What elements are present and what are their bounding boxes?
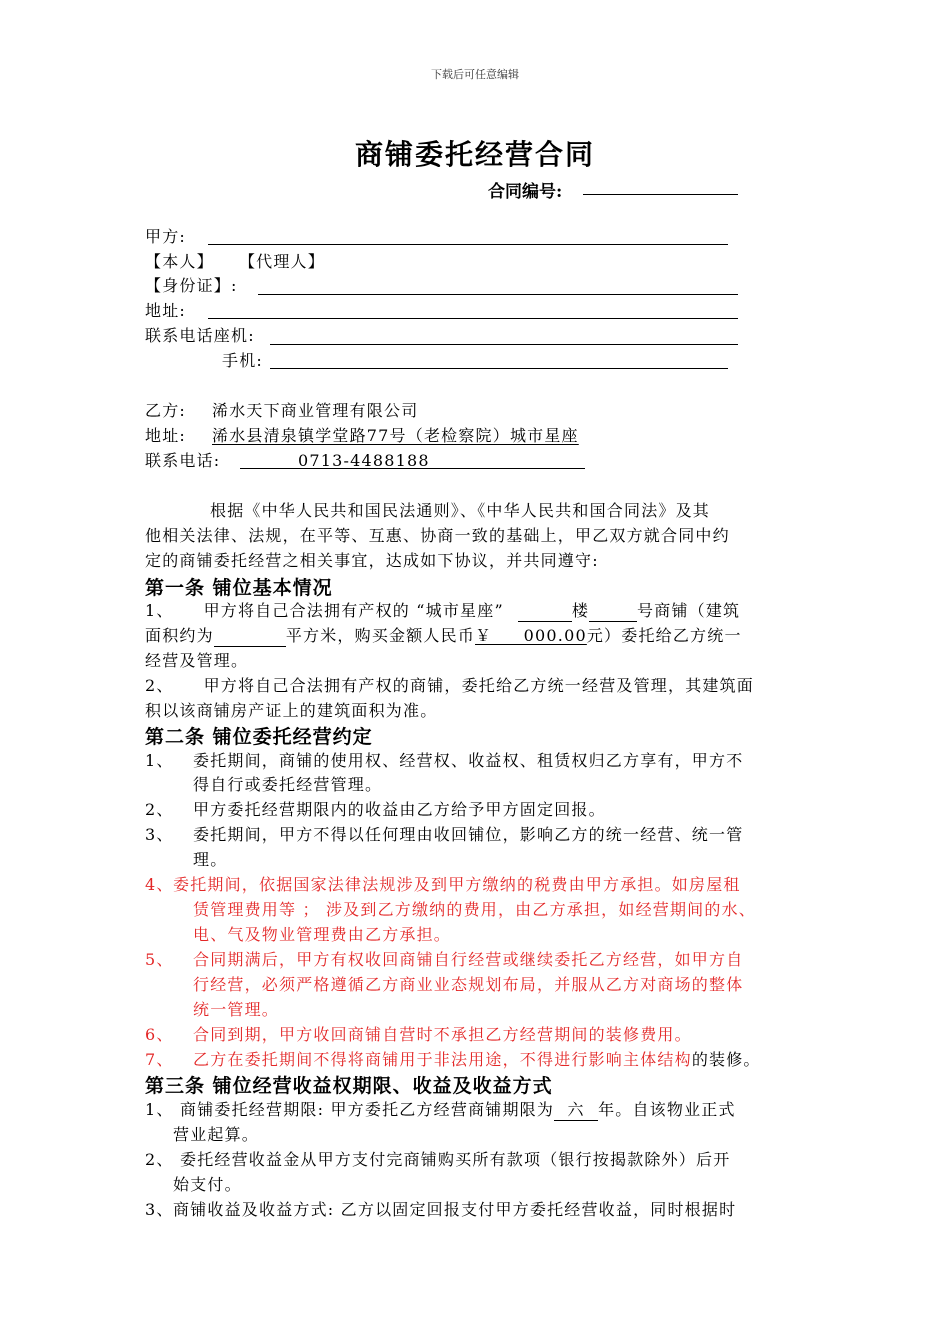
article-3-heading: 第三条 铺位经营收益权期限、收益及收益方式 (145, 1075, 553, 1097)
article-2-item-4-line-2: 赁管理费用等 ； 涉及到乙方缴纳的费用，由乙方承担，如经营期间的水、 (193, 900, 756, 919)
article-1-item-1-line-3: 经营及管理。 (145, 651, 249, 670)
article-3-item-2-num: 2、 (145, 1150, 174, 1169)
article-2-item-5-line-1: 合同期满后，甲方有权收回商铺自行经营或继续委托乙方经营，如甲方自 (193, 950, 744, 969)
party-b-address-label: 地址: (145, 426, 186, 445)
article-2-item-4-num: 4、 (145, 875, 174, 894)
article-2-item-1-line-2: 得自行或委托经营管理。 (193, 775, 383, 794)
article-1-item-2-num: 2、 (145, 676, 174, 695)
article-3-item-1-line-2: 营业起算。 (173, 1125, 260, 1144)
article-1-item-1-line-1 (145, 601, 740, 622)
party-a-label: 甲方: (145, 227, 186, 246)
document-title: 商铺委托经营合同 (354, 138, 595, 171)
article-1-item-2-text: 甲方将自己合法拥有产权的商铺，委托给乙方统一经营及管理，其建筑面 (203, 676, 754, 695)
party-b-name-label: 乙方: (145, 401, 186, 420)
article-2-item-4-line-1: 委托期间，依据国家法律法规涉及到甲方缴纳的税费由甲方承担。如房屋租 (173, 875, 741, 894)
article-1-item-1-text-e: 平方米，购买金额人民币 (285, 626, 476, 645)
party-b-name: 浠水天下商业管理有限公司 (212, 401, 419, 420)
purchase-amount: ￥ 000.00 (475, 626, 587, 645)
party-a-address-blank (208, 318, 738, 319)
article-2-item-7-num: 7、 (145, 1050, 174, 1069)
article-2-item-3-num: 3、 (145, 825, 174, 844)
article-2-item-1-num: 1、 (145, 751, 174, 770)
article-1-item-1-num: 1、 (145, 601, 174, 620)
preamble-line-1: 根据《中华人民共和国民法通则》、《中华人民共和国合同法》及其 (210, 501, 711, 520)
party-a-mobile-label: 手机: (222, 351, 263, 370)
building-blank (518, 601, 572, 622)
article-3-item-3-line-1: 商铺收益及收益方式: 乙方以固定回报支付甲方委托经营收益，同时根据时 (173, 1200, 737, 1219)
party-a-id-blank (258, 294, 738, 295)
article-3-item-1-text-a: 商铺委托经营期限: 甲方委托乙方经营商铺期限为 (180, 1100, 555, 1119)
article-2-item-5-line-2: 行经营，必须严格遵循乙方商业业态规划布局，并服从乙方对商场的整体 (193, 975, 744, 994)
party-a-landline-label: 联系电话座机: (145, 326, 255, 345)
article-3-item-3-num: 3、 (145, 1200, 174, 1219)
article-2-item-4-line-3: 电、气及物业管理费由乙方承担。 (193, 925, 452, 944)
article-2-item-5-line-3: 统一管理。 (193, 1000, 280, 1019)
article-3-item-2-line-1: 委托经营收益金从甲方支付完商铺购买所有款项（银行按揭款除外）后开 (180, 1150, 731, 1169)
article-1-item-1-text-b: 楼 (571, 601, 590, 620)
party-b-phone: 0713-4488188 (298, 451, 430, 470)
article-1-item-1-text-c: 号商铺（建筑 (637, 601, 741, 620)
preamble-line-3: 定的商铺委托经营之相关事宜，达成如下协议，并共同遵守: (145, 551, 599, 570)
article-1-item-1-text-d: 面积约为 (145, 626, 214, 645)
contract-number-label: 合同编号: (488, 182, 563, 202)
party-a-roles: 【本人】 【代理人】 (145, 252, 325, 271)
article-1-item-1-line-2 (145, 626, 742, 647)
article-3-item-1-text-b: 年。自该物业正式 (598, 1100, 736, 1119)
article-3-item-1-num: 1、 (145, 1100, 174, 1119)
preamble-line-2: 他相关法律、法规，在平等、互惠、协商一致的基础上，甲乙双方就合同中约 (145, 526, 730, 545)
party-b-phone-label: 联系电话: (145, 451, 221, 470)
article-2-item-7-line-1 (193, 1050, 761, 1070)
article-1-item-2-line-2: 积以该商铺房产证上的建筑面积为准。 (145, 701, 438, 720)
article-2-item-6-line-1: 合同到期，甲方收回商铺自营时不承担乙方经营期间的装修费用。 (193, 1025, 692, 1044)
article-2-item-2-line-1: 甲方委托经营期限内的收益由乙方给予甲方固定回报。 (193, 800, 606, 819)
article-2-item-2-num: 2、 (145, 800, 174, 819)
article-1-item-2-line-1 (145, 676, 754, 696)
article-2-item-5-num: 5、 (145, 950, 174, 969)
contract-number-blank (583, 194, 738, 195)
area-blank (214, 626, 286, 647)
article-2-item-1-line-1: 委托期间，商铺的使用权、经营权、收益权、租赁权归乙方享有，甲方不 (193, 751, 744, 770)
article-2-item-7-text-black: 的装修。 (691, 1050, 761, 1069)
party-a-blank (208, 244, 728, 245)
party-a-mobile-blank (270, 368, 728, 369)
party-a-address-label: 地址: (145, 301, 186, 320)
article-3-item-2-line-2: 始支付。 (173, 1175, 242, 1194)
article-2-item-3-line-1: 委托期间，甲方不得以任何理由收回铺位，影响乙方的统一经营、统一管 (193, 825, 744, 844)
party-b-address: 浠水县清泉镇学堂路77号（老检察院）城市星座 (212, 426, 579, 445)
article-2-item-7-text-red: 乙方在委托期间不得将商铺用于非法用途，不得进行影响主体结构 (193, 1050, 692, 1069)
term-years-value: 六 (554, 1100, 598, 1121)
article-1-heading: 第一条 铺位基本情况 (145, 577, 333, 599)
article-2-item-6-num: 6、 (145, 1025, 174, 1044)
header-note: 下载后可任意编辑 (431, 68, 519, 81)
party-a-landline-blank (270, 344, 738, 345)
article-2-item-3-line-2: 理。 (193, 850, 228, 869)
article-2-heading: 第二条 铺位委托经营约定 (145, 726, 373, 748)
article-1-item-1-text-f: 元）委托给乙方统一 (586, 626, 742, 645)
shop-number-blank (589, 601, 637, 622)
party-a-id-label: 【身份证】: (145, 276, 238, 295)
article-1-item-1-text-a: 甲方将自己合法拥有产权的 “城市星座” (203, 601, 504, 620)
article-3-item-1-line-1 (180, 1100, 736, 1121)
